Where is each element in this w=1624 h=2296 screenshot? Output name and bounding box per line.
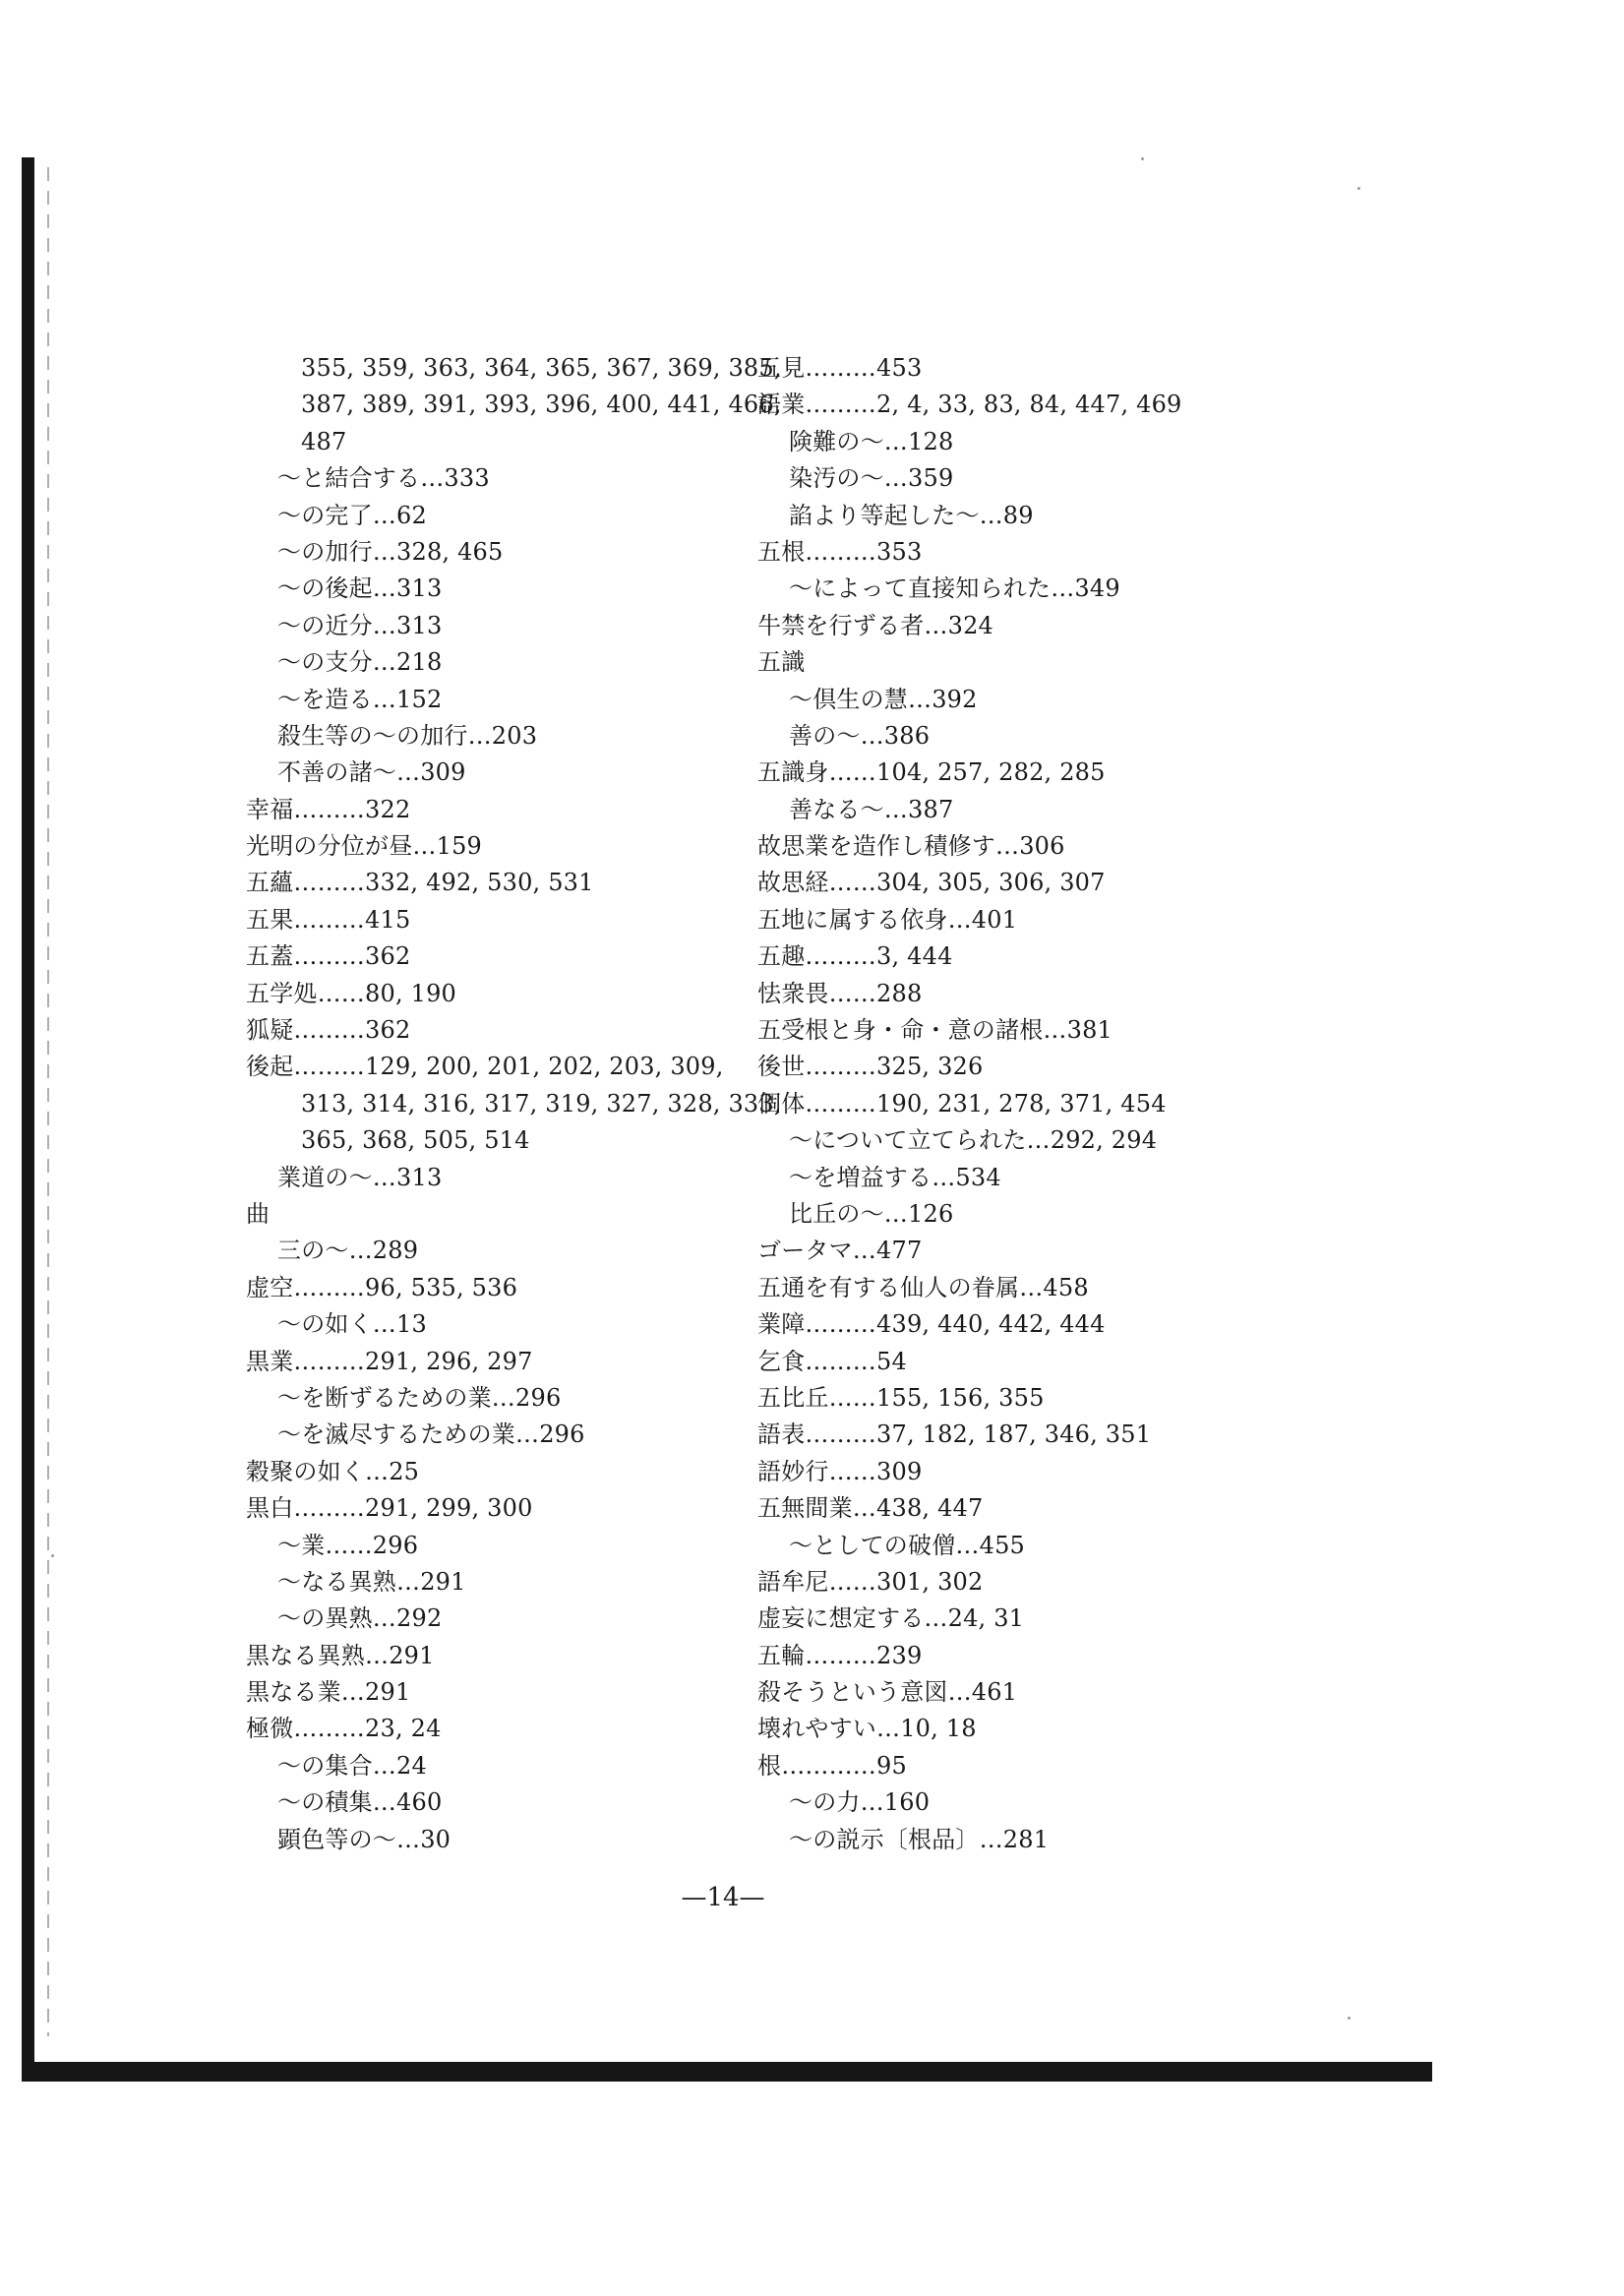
index-entry: 殺そうという意図…461 <box>757 1678 1018 1707</box>
index-entry: 虚空………96, 535, 536 <box>246 1273 518 1301</box>
index-entry: 五識 <box>757 648 806 677</box>
index-entry: ～の力…160 <box>789 1788 931 1817</box>
index-entry: 後世………325, 326 <box>757 1053 984 1081</box>
scan-speck <box>1141 157 1144 160</box>
index-entry: 黒業………291, 296, 297 <box>246 1347 533 1375</box>
index-entry: 三の～…289 <box>277 1237 419 1265</box>
index-entry: 故思業を造作し積修す…306 <box>757 832 1065 861</box>
index-entry: 狐疑………362 <box>246 1016 411 1045</box>
index-entry: 五見………453 <box>757 354 923 382</box>
index-entry: 五輪………239 <box>757 1641 923 1669</box>
index-entry: 光明の分位が昼…159 <box>246 832 483 861</box>
index-entry: ～の如く…13 <box>277 1310 427 1339</box>
index-entry: 365, 368, 505, 514 <box>301 1126 530 1155</box>
index-entry: ～によって直接知られた…349 <box>789 574 1120 603</box>
index-entry: ～としての破僧…455 <box>789 1531 1026 1559</box>
index-entry: 黒白………291, 299, 300 <box>246 1494 533 1523</box>
index-entry: 五蘊………332, 492, 530, 531 <box>246 869 594 897</box>
index-entry: 後起………129, 200, 201, 202, 203, 309, <box>246 1053 724 1081</box>
index-entry: 比丘の～…126 <box>789 1199 954 1228</box>
index-entry: ～の近分…313 <box>277 611 443 639</box>
index-entry: 五通を有する仙人の眷属…458 <box>757 1273 1089 1301</box>
page-number: —14— <box>681 1883 765 1912</box>
index-entry: 五果………415 <box>246 905 411 934</box>
index-entry: 乞食………54 <box>757 1347 907 1375</box>
index-entry: 黒なる異熟…291 <box>246 1641 435 1669</box>
scan-speck <box>1348 2017 1351 2020</box>
index-entry: 根…………95 <box>757 1751 907 1780</box>
index-entry: 諂より等起した～…89 <box>789 501 1034 529</box>
index-entry: 五学処……80, 190 <box>246 979 457 1007</box>
index-entry: 387, 389, 391, 393, 396, 400, 441, 466, <box>301 391 782 419</box>
index-entry: 幸福………322 <box>246 795 411 823</box>
index-entry: 業障………439, 440, 442, 444 <box>757 1310 1106 1339</box>
index-entry: 善の～…386 <box>789 721 931 750</box>
index-entry: 語表………37, 182, 187, 346, 351 <box>757 1420 1152 1449</box>
scan-left-edge-line <box>47 167 49 2036</box>
index-entry: 語妙行……309 <box>757 1457 923 1485</box>
index-entry: ～倶生の慧…392 <box>789 685 978 713</box>
index-column-right <box>757 350 1182 1858</box>
scan-speck <box>51 1554 54 1557</box>
index-entry: 五地に属する依身…401 <box>757 905 1018 934</box>
index-entry: 牛禁を行ずる者…324 <box>757 611 994 639</box>
index-entry: 487 <box>301 427 347 455</box>
index-entry: ～と結合する…333 <box>277 464 490 493</box>
index-entry: 五蓋………362 <box>246 942 411 971</box>
index-entry: 五趣………3, 444 <box>757 942 953 971</box>
index-entry: 五識身……104, 257, 282, 285 <box>757 758 1106 787</box>
index-entry: 顕色等の～…30 <box>277 1825 451 1853</box>
index-entry: 故思経……304, 305, 306, 307 <box>757 869 1106 897</box>
index-entry: ～の加行…328, 465 <box>277 537 504 566</box>
index-entry: ～を断ずるための業…296 <box>277 1383 562 1412</box>
index-entry: 語業………2, 4, 33, 83, 84, 447, 469 <box>757 391 1182 419</box>
index-entry: 怯衆畏……288 <box>757 979 923 1007</box>
index-entry: 曲 <box>246 1199 271 1228</box>
index-entry: ～の完了…62 <box>277 501 427 529</box>
scan-left-border <box>22 157 34 2074</box>
index-entry: 極微………23, 24 <box>246 1715 442 1743</box>
index-entry: ～なる異熟…291 <box>277 1567 466 1596</box>
index-entry: ～の支分…218 <box>277 648 443 677</box>
scan-speck <box>1357 187 1360 190</box>
scan-bottom-border <box>22 2062 1432 2082</box>
index-entry: ～の後起…313 <box>277 574 443 603</box>
index-entry: 殺生等の～の加行…203 <box>277 721 538 750</box>
index-entry: 黒なる業…291 <box>246 1678 411 1707</box>
index-entry: 染汚の～…359 <box>789 464 954 493</box>
index-entry: ～の説示〔根品〕…281 <box>789 1825 1050 1853</box>
index-entry: ～の積集…460 <box>277 1788 443 1817</box>
index-entry: 355, 359, 363, 364, 365, 367, 369, 385, <box>301 354 782 382</box>
index-entry: 不善の諸～…309 <box>277 758 466 787</box>
index-entry: ～を増益する…534 <box>789 1163 1001 1191</box>
index-entry: ～について立てられた…292, 294 <box>789 1126 1158 1155</box>
index-entry: ～を滅尽するための業…296 <box>277 1420 585 1449</box>
index-entry: 五無間業…438, 447 <box>757 1494 984 1523</box>
index-entry: 語牟尼……301, 302 <box>757 1567 984 1596</box>
index-entry: 穀聚の如く…25 <box>246 1457 420 1485</box>
index-entry: 個体………190, 231, 278, 371, 454 <box>757 1089 1167 1118</box>
index-entry: 業道の～…313 <box>277 1163 443 1191</box>
index-column-left <box>246 350 782 1858</box>
index-entry: ゴータマ…477 <box>757 1237 923 1265</box>
index-entry: 壊れやすい…10, 18 <box>757 1715 977 1743</box>
index-entry: 善なる～…387 <box>789 795 954 823</box>
index-entry: 313, 314, 316, 317, 319, 327, 328, 333, <box>301 1089 782 1118</box>
index-entry: 五受根と身・命・意の諸根…381 <box>757 1016 1113 1045</box>
index-entry: 虚妄に想定する…24, 31 <box>757 1604 1025 1633</box>
index-entry: ～業……296 <box>277 1531 419 1559</box>
index-entry: 五根………353 <box>757 537 923 566</box>
index-entry: 険難の～…128 <box>789 427 954 455</box>
index-entry: ～の異熟…292 <box>277 1604 443 1633</box>
index-entry: ～の集合…24 <box>277 1751 427 1780</box>
index-entry: 五比丘……155, 156, 355 <box>757 1383 1045 1412</box>
index-entry: ～を造る…152 <box>277 685 443 713</box>
